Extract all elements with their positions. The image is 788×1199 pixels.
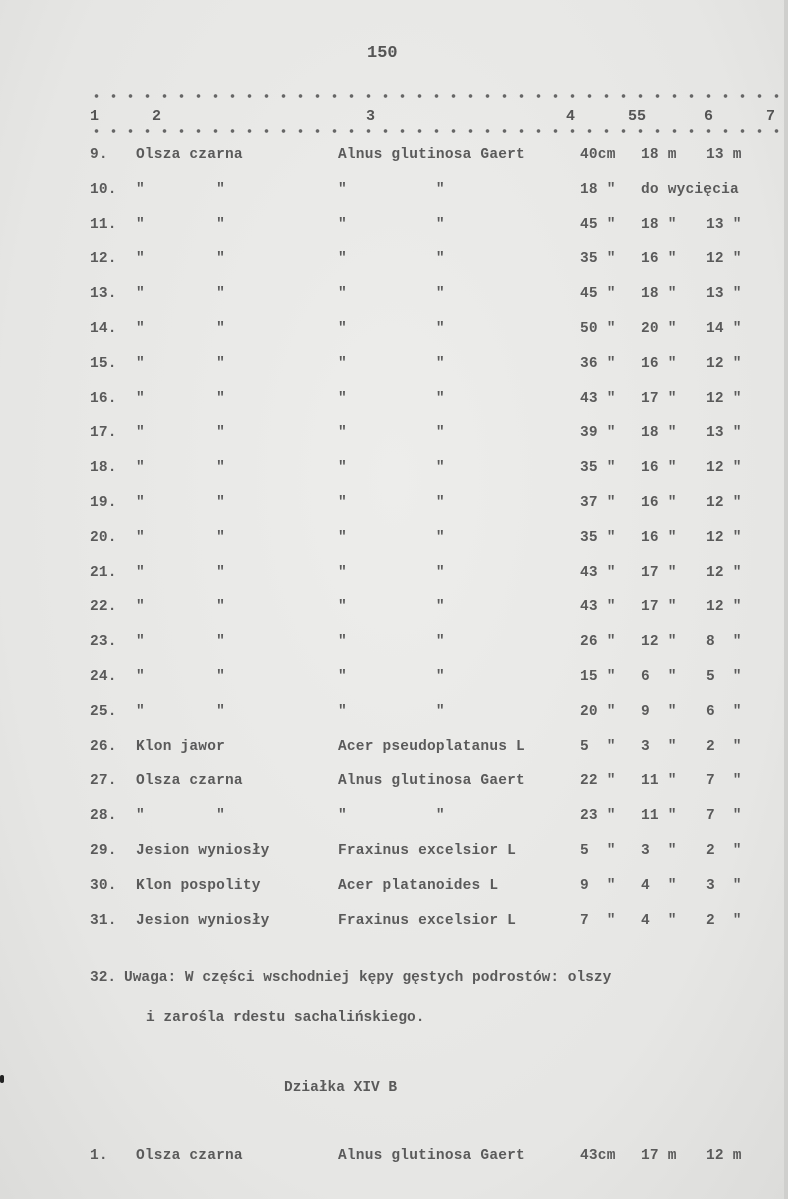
tree-height: 17 m — [641, 1148, 677, 1164]
row-number: 17. — [90, 425, 117, 442]
polish-name: Klon pospolity — [136, 877, 261, 894]
trunk-diameter: 15 " — [580, 669, 616, 685]
crown-size: 13 m — [706, 147, 742, 163]
table-row — [0, 495, 788, 515]
row-number: 23. — [90, 634, 117, 651]
latin-name: " " — [338, 495, 445, 511]
tree-height: 17 " — [641, 599, 677, 616]
crown-size: 13 " — [706, 425, 742, 442]
trunk-diameter: 37 " — [580, 495, 616, 511]
latin-name: Fraxinus excelsior L — [338, 912, 517, 929]
tree-height: 16 " — [641, 529, 677, 546]
row-number: 12. — [90, 251, 117, 268]
column-number-1: 1 — [90, 108, 100, 125]
latin-name: " " — [338, 460, 445, 477]
polish-name: Jesion wyniosły — [136, 912, 270, 929]
latin-name: Acer platanoides L — [338, 877, 499, 894]
row-number: 31. — [90, 912, 117, 929]
crown-size: 6 " — [706, 703, 742, 720]
trunk-diameter: 7 " — [580, 912, 616, 929]
polish-name: " " — [136, 286, 226, 303]
dotted-rule-bottom — [88, 128, 788, 134]
table-row — [0, 147, 788, 167]
scan-mark — [0, 1075, 4, 1083]
dotted-rule-top — [88, 93, 788, 99]
table-row — [0, 878, 788, 898]
latin-name: " " — [338, 390, 445, 407]
tree-height: 4 " — [641, 877, 677, 894]
table-row — [0, 321, 788, 341]
table-row — [0, 425, 788, 445]
trunk-diameter: 35 " — [580, 251, 616, 268]
latin-name: Fraxinus excelsior L — [338, 843, 517, 859]
latin-name: Alnus glutinosa Gaert — [338, 1148, 525, 1164]
row-number: 30. — [90, 877, 117, 894]
polish-name: " " — [136, 564, 226, 581]
tree-height: 17 " — [641, 390, 677, 407]
trunk-diameter: 5 " — [580, 738, 616, 755]
row-number: 27. — [90, 773, 117, 790]
page-edge — [784, 0, 788, 1199]
latin-name: " " — [338, 634, 445, 651]
table-row — [0, 182, 788, 202]
crown-size: 12 " — [706, 529, 742, 546]
crown-size: 7 " — [706, 808, 742, 825]
trunk-diameter: 45 " — [580, 216, 616, 233]
note-line-2: i zarośla rdestu sachalińskiego. — [146, 1010, 425, 1026]
polish-name: Olsza czarna — [136, 147, 243, 163]
crown-size: 13 " — [706, 216, 742, 233]
tree-height: 16 " — [641, 495, 677, 511]
latin-name: Acer pseudoplatanus L — [338, 738, 525, 755]
latin-name: " " — [338, 564, 445, 581]
trunk-diameter: 35 " — [580, 460, 616, 477]
tree-height: 12 " — [641, 634, 677, 651]
polish-name: " " — [136, 181, 226, 198]
latin-name: Alnus glutinosa Gaert — [338, 147, 525, 163]
table-row — [0, 669, 788, 689]
table-row — [0, 739, 788, 759]
latin-name: " " — [338, 216, 445, 233]
row-number: 22. — [90, 599, 117, 616]
crown-size: 13 " — [706, 286, 742, 303]
trunk-diameter: 26 " — [580, 634, 616, 651]
polish-name: Olsza czarna — [136, 773, 243, 790]
trunk-diameter: 39 " — [580, 425, 616, 442]
column-number-7: 7 — [766, 108, 776, 125]
table-row — [0, 251, 788, 271]
row-number: 28. — [90, 808, 117, 825]
polish-name: " " — [136, 216, 226, 233]
table-row — [0, 356, 788, 376]
row-number: 15. — [90, 355, 117, 372]
trunk-diameter: 22 " — [580, 773, 616, 790]
table-row — [0, 773, 788, 793]
row-number: 9. — [90, 147, 108, 163]
trunk-diameter: 36 " — [580, 355, 616, 372]
tree-height: 3 " — [641, 738, 677, 755]
latin-name: " " — [338, 286, 445, 303]
tree-height: 16 " — [641, 251, 677, 268]
tree-height: 18 m — [641, 147, 677, 163]
crown-size: 2 " — [706, 738, 742, 755]
crown-size: 12 " — [706, 599, 742, 616]
table-row — [0, 634, 788, 654]
row-number: 11. — [90, 216, 117, 233]
crown-size: 2 " — [706, 843, 742, 859]
tree-height: 11 " — [641, 808, 677, 825]
trunk-diameter: 18 " — [580, 181, 616, 198]
polish-name: " " — [136, 529, 226, 546]
trunk-diameter: 50 " — [580, 321, 616, 337]
crown-size: 12 " — [706, 390, 742, 407]
latin-name: " " — [338, 181, 445, 198]
trunk-diameter: 43cm — [580, 1148, 616, 1164]
latin-name: " " — [338, 599, 445, 616]
polish-name: " " — [136, 355, 226, 372]
tree-height: 18 " — [641, 286, 677, 303]
row-number: 19. — [90, 495, 117, 511]
tree-height: 3 " — [641, 843, 677, 859]
crown-size: 12 " — [706, 355, 742, 372]
polish-name: " " — [136, 460, 226, 477]
crown-size: 12 " — [706, 460, 742, 477]
column-number-6: 6 — [704, 108, 714, 125]
row-number: 10. — [90, 181, 117, 198]
row-number: 29. — [90, 843, 117, 859]
latin-name: " " — [338, 808, 445, 825]
crown-size: 12 m — [706, 1148, 742, 1164]
crown-size: 2 " — [706, 912, 742, 929]
latin-name: " " — [338, 529, 445, 546]
table-row — [0, 530, 788, 550]
trunk-diameter: 35 " — [580, 529, 616, 546]
column-number-2: 2 — [152, 108, 162, 125]
row-number: 13. — [90, 286, 117, 303]
trunk-diameter: 5 " — [580, 843, 616, 859]
table-row — [0, 1148, 788, 1168]
note-line-1: Uwaga: W części wschodniej kępy gęstych podrostów: olszy — [124, 970, 612, 986]
column-number-5: 55 — [628, 108, 647, 125]
table-row — [0, 843, 788, 863]
tree-height: 11 " — [641, 773, 677, 790]
tree-height: 16 " — [641, 355, 677, 372]
table-row — [0, 217, 788, 237]
row-number: 1. — [90, 1148, 108, 1164]
tree-height: 9 " — [641, 703, 677, 720]
table-row — [0, 565, 788, 585]
tree-height: 4 " — [641, 912, 677, 929]
crown-size: 14 " — [706, 321, 742, 337]
table-row — [0, 391, 788, 411]
page-number: 150 — [367, 44, 398, 63]
tree-height: 16 " — [641, 460, 677, 477]
row-number: 14. — [90, 321, 117, 337]
trunk-diameter: 9 " — [580, 877, 616, 894]
tree-height: 17 " — [641, 564, 677, 581]
crown-size: 3 " — [706, 877, 742, 894]
trunk-diameter: 45 " — [580, 286, 616, 303]
polish-name: Klon jawor — [136, 738, 226, 755]
table-row — [0, 286, 788, 306]
polish-name: " " — [136, 495, 226, 511]
polish-name: " " — [136, 703, 226, 720]
trunk-diameter: 23 " — [580, 808, 616, 825]
latin-name: " " — [338, 425, 445, 442]
row-number: 24. — [90, 669, 117, 685]
polish-name: Olsza czarna — [136, 1148, 243, 1164]
note-number: 32. — [90, 970, 117, 986]
row-number: 21. — [90, 564, 117, 581]
polish-name: " " — [136, 634, 226, 651]
polish-name: " " — [136, 321, 226, 337]
tree-height: 18 " — [641, 425, 677, 442]
latin-name: " " — [338, 355, 445, 372]
polish-name: " " — [136, 251, 226, 268]
polish-name: " " — [136, 599, 226, 616]
table-row — [0, 599, 788, 619]
row-number: 16. — [90, 390, 117, 407]
column-number-3: 3 — [366, 108, 376, 125]
trunk-diameter: 43 " — [580, 599, 616, 616]
latin-name: " " — [338, 251, 445, 268]
latin-name: Alnus glutinosa Gaert — [338, 773, 525, 790]
trunk-diameter: 20 " — [580, 703, 616, 720]
row-number: 26. — [90, 738, 117, 755]
trunk-diameter: 43 " — [580, 390, 616, 407]
column-number-4: 4 — [566, 108, 576, 125]
table-row — [0, 808, 788, 828]
crown-size: 12 " — [706, 564, 742, 581]
table-row — [0, 704, 788, 724]
crown-size: 12 " — [706, 251, 742, 268]
tree-height: 6 " — [641, 669, 677, 685]
latin-name: " " — [338, 321, 445, 337]
section-title: Działka XIV B — [284, 1080, 398, 1096]
polish-name: " " — [136, 390, 226, 407]
tree-height: do wycięcia — [641, 181, 739, 198]
table-row — [0, 913, 788, 933]
polish-name: " " — [136, 669, 226, 685]
trunk-diameter: 43 " — [580, 564, 616, 581]
row-number: 20. — [90, 529, 117, 546]
crown-size: 5 " — [706, 669, 742, 685]
polish-name: Jesion wyniosły — [136, 843, 270, 859]
polish-name: " " — [136, 425, 226, 442]
crown-size: 7 " — [706, 773, 742, 790]
latin-name: " " — [338, 703, 445, 720]
tree-height: 18 " — [641, 216, 677, 233]
crown-size: 12 " — [706, 495, 742, 511]
table-row — [0, 460, 788, 480]
row-number: 25. — [90, 703, 117, 720]
row-number: 18. — [90, 460, 117, 477]
polish-name: " " — [136, 808, 226, 825]
crown-size: 8 " — [706, 634, 742, 651]
latin-name: " " — [338, 669, 445, 685]
tree-height: 20 " — [641, 321, 677, 337]
trunk-diameter: 40cm — [580, 147, 616, 163]
